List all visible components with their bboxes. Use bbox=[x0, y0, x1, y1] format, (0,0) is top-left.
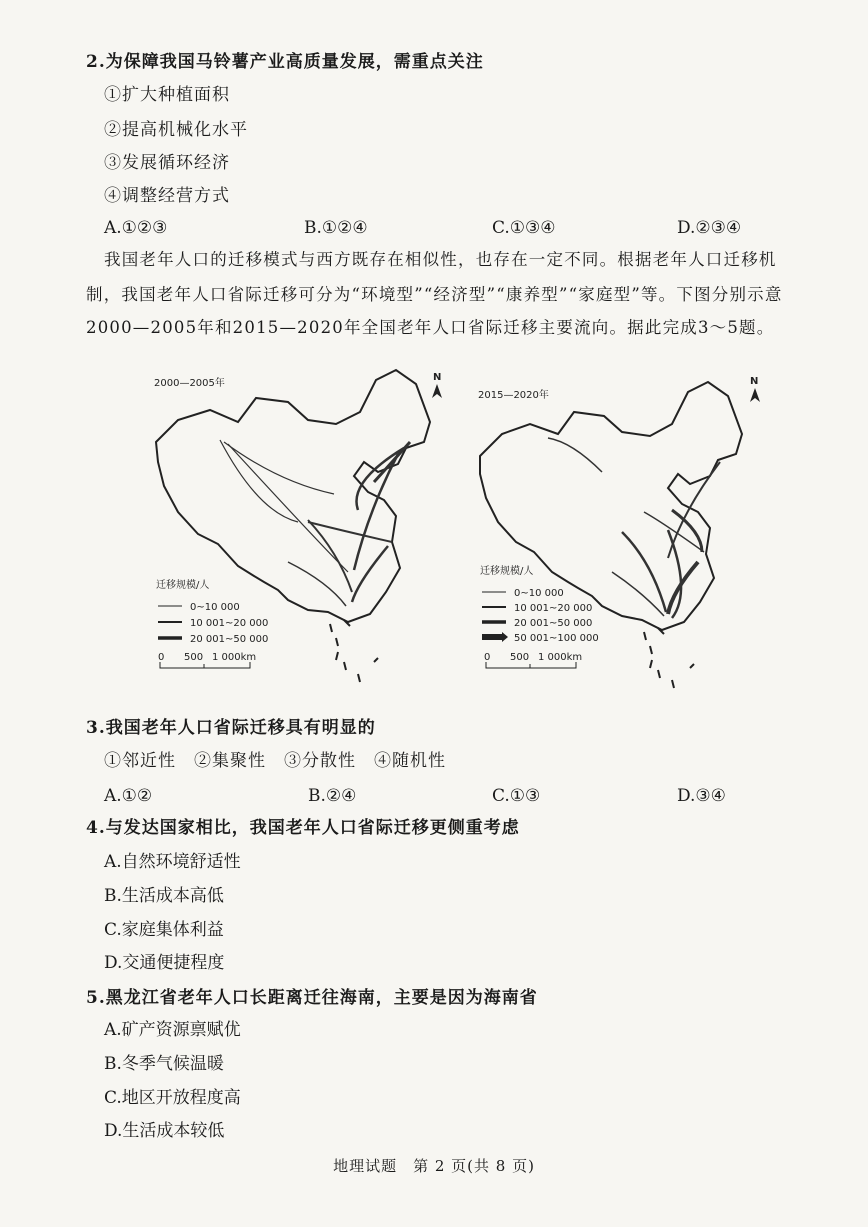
map2-scale-0: 0 bbox=[484, 652, 491, 663]
map1-scale-500: 500 bbox=[184, 652, 204, 663]
q4-option-a[interactable]: A.自然环境舒适性 bbox=[104, 852, 241, 872]
q3-option-b[interactable]: B.②④ bbox=[308, 786, 357, 806]
q5-option-b[interactable]: B.冬季气候温暖 bbox=[104, 1054, 224, 1074]
legend-arrow-thickest bbox=[482, 632, 508, 642]
map1-scale-1000: 1 000km bbox=[212, 652, 257, 663]
passage-line-1: 我国老年人口的迁移模式与西方既存在相似性，也存在一定不同。根据老年人口迁移机 bbox=[104, 250, 777, 269]
q2-option-d[interactable]: D.②③④ bbox=[677, 218, 742, 238]
q2-option-a[interactable]: A.①②③ bbox=[104, 218, 168, 238]
migration-map-2000-2005 bbox=[148, 362, 458, 697]
map2-title: 2015—2020年 bbox=[478, 390, 549, 401]
q5-option-a[interactable]: A.矿产资源禀赋优 bbox=[104, 1020, 241, 1040]
map1-legend-1: 0~10 000 bbox=[190, 602, 240, 613]
q3-stem: 3.我国老年人口省际迁移具有明显的 bbox=[86, 718, 376, 738]
q2-item-4: ④调整经营方式 bbox=[104, 186, 230, 206]
q2-option-b[interactable]: B.①②④ bbox=[304, 218, 368, 238]
q3-option-c[interactable]: C.①③ bbox=[492, 786, 541, 806]
q2-item-3: ③发展循环经济 bbox=[104, 153, 230, 173]
passage-line-2: 制，我国老年人口省际迁移可分为“环境型”“经济型”“康养型”“家庭型”等。下图分别示意 bbox=[86, 285, 783, 304]
north-arrow-icon bbox=[432, 384, 442, 398]
q5-option-c[interactable]: C.地区开放程度高 bbox=[104, 1088, 241, 1108]
map2-scale-1000: 1 000km bbox=[538, 652, 583, 663]
map1-legend-2: 10 001~20 000 bbox=[190, 618, 269, 629]
q5-option-d[interactable]: D.生活成本较低 bbox=[104, 1121, 225, 1141]
map1-scale-0: 0 bbox=[158, 652, 165, 663]
q4-stem: 4.与发达国家相比，我国老年人口省际迁移更侧重考虑 bbox=[86, 818, 520, 838]
q2-item-2: ②提高机械化水平 bbox=[104, 120, 248, 140]
q4-option-b[interactable]: B.生活成本高低 bbox=[104, 886, 224, 906]
q4-option-c[interactable]: C.家庭集体利益 bbox=[104, 920, 224, 940]
map2-legend-title: 迁移规模/人 bbox=[480, 566, 534, 577]
map1-north-label: N bbox=[433, 372, 442, 383]
q3-option-a[interactable]: A.①② bbox=[104, 786, 153, 806]
q2-stem: 2.为保障我国马铃薯产业高质量发展，需重点关注 bbox=[86, 52, 484, 72]
map1-legend-title: 迁移规模/人 bbox=[156, 580, 210, 591]
q3-option-d[interactable]: D.③④ bbox=[677, 786, 726, 806]
migration-flows bbox=[548, 438, 720, 618]
south-sea-dashes bbox=[330, 624, 378, 682]
q5-stem: 5.黑龙江省老年人口长距离迁往海南，主要是因为海南省 bbox=[86, 988, 538, 1008]
map2-legend-2: 10 001~20 000 bbox=[514, 603, 593, 614]
map2-north-label: N bbox=[750, 376, 759, 387]
map2-legend-3: 20 001~50 000 bbox=[514, 618, 593, 629]
q3-items: ①邻近性 ②集聚性 ③分散性 ④随机性 bbox=[104, 751, 446, 771]
map1-legend-3: 20 001~50 000 bbox=[190, 634, 269, 645]
migration-map-2015-2020 bbox=[472, 362, 772, 697]
south-sea-dashes bbox=[644, 632, 694, 688]
map2-scale-500: 500 bbox=[510, 652, 530, 663]
north-arrow-icon bbox=[750, 388, 760, 402]
migration-flows bbox=[220, 440, 410, 606]
map1-title: 2000—2005年 bbox=[154, 378, 225, 389]
q2-item-1: ①扩大种植面积 bbox=[104, 85, 230, 105]
q2-option-c[interactable]: C.①③④ bbox=[492, 218, 556, 238]
page-footer: 地理试题 第 2 页(共 8 页) bbox=[333, 1157, 535, 1175]
map2-legend-4: 50 001~100 000 bbox=[514, 633, 599, 644]
map2-legend-1: 0~10 000 bbox=[514, 588, 564, 599]
q4-option-d[interactable]: D.交通便捷程度 bbox=[104, 953, 225, 973]
passage-line-3: 2000—2005年和2015—2020年全国老年人口省际迁移主要流向。据此完成3～5题。 bbox=[86, 318, 775, 337]
